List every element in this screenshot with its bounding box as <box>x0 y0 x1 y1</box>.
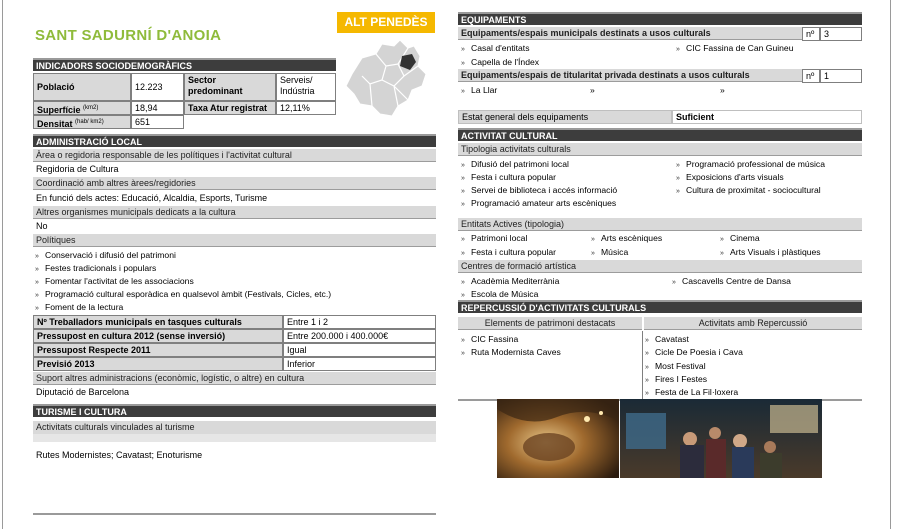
list-item: » La Llar <box>461 85 498 95</box>
list-item: » Cicle De Poesia i Cava <box>645 347 743 357</box>
equip-priv-label: Equipaments/espais de titularitat privada destinats a usos culturals <box>458 69 802 82</box>
list-item: » Cavatast <box>645 334 689 344</box>
sector-value: Serveis/ Indústria <box>276 73 336 101</box>
list-item: » Foment de la lectura <box>35 302 124 312</box>
sector-label: Sector predominant <box>184 73 276 101</box>
equip-mun-label: Equipaments/espais municipals destinats a usos culturals <box>458 27 802 40</box>
empty-bullet: » <box>590 85 595 95</box>
atur-value: 12,11% <box>276 101 336 115</box>
equip-priv-n-label: nº <box>802 69 820 83</box>
pressupost-2011-label: Pressupost Respecte 2011 <box>33 343 283 357</box>
municipality-title: SANT SADURNÍ D'ANOIA <box>35 27 222 44</box>
entitats-label: Entitats Actives (tipologia) <box>458 218 862 231</box>
list-item: » Most Festival <box>645 361 706 371</box>
list-item: » Festa i cultura popular <box>461 247 557 257</box>
region-map-icon <box>342 36 430 122</box>
list-item: » Cultura de proximitat - sociocultural <box>676 185 821 195</box>
treballadors-value: Entre 1 i 2 <box>283 315 436 329</box>
previsio-value: Inferior <box>283 357 436 371</box>
cellar-photo <box>497 399 619 478</box>
activitat-header: ACTIVITAT CULTURAL <box>458 128 862 141</box>
estat-value: Suficient <box>672 110 862 124</box>
densitat-value: 651 <box>131 115 184 129</box>
equipaments-header: EQUIPAMENTS <box>458 12 862 25</box>
list-item: » Exposicions d'arts visuals <box>676 172 784 182</box>
page-border-left <box>2 0 3 529</box>
turisme-value: Rutes Modernistes; Cavatast; Enoturisme <box>36 450 203 460</box>
list-item: » Escola de Música <box>461 289 539 299</box>
poblacio-label: Població <box>33 73 131 101</box>
activitats-col-header: Activitats amb Repercussió <box>644 317 862 330</box>
centres-label: Centres de formació artística <box>458 260 862 273</box>
list-item: » Acadèmia Mediterrània <box>461 276 560 286</box>
patrimoni-col-header: Elements de patrimoni destacats <box>458 317 642 330</box>
list-item: » Festes tradicionals i populars <box>35 263 157 273</box>
area-value: Regidoria de Cultura <box>36 164 119 174</box>
list-item: » Fires I Festes <box>645 374 708 384</box>
suport-value: Diputació de Barcelona <box>36 387 130 397</box>
superficie-value: 18,94 <box>131 101 184 115</box>
list-item: » Festa de La Fil·loxera <box>645 387 739 397</box>
equip-mun-count: 3 <box>820 27 862 41</box>
list-item: » Servei de biblioteca i accés informació <box>461 185 618 195</box>
turisme-header: TURISME I CULTURA <box>33 404 436 417</box>
list-item: » CIC Fassina de Can Guineu <box>676 43 794 53</box>
region-badge: ALT PENEDÈS <box>337 12 435 33</box>
altres-label: Altres organismes municipals dedicats a la cultura <box>33 206 436 219</box>
list-item: » Programació cultural esporàdica en qualsevol àmbit (Festivals, Cicles, etc.) <box>35 289 332 299</box>
list-item: » Programació professional de música <box>676 159 825 169</box>
list-item: » Patrimoni local <box>461 233 528 243</box>
event-crowd-photo <box>620 399 822 478</box>
densitat-label: Densitat $^{(hab/ km2)}$ <box>33 115 131 129</box>
turisme-label: Activitats culturals vinculades al turisme <box>33 421 436 434</box>
list-item: » Música <box>591 247 629 257</box>
equip-mun-n-label: nº <box>802 27 820 41</box>
coord-label: Coordinació amb altres àrees/regidories <box>33 177 436 190</box>
list-item: » Arts escèniques <box>591 233 663 243</box>
previsio-label: Previsió 2013 <box>33 357 283 371</box>
superficie-label: Superfície $^{(km2)}$ <box>33 101 131 115</box>
list-item: » Casal d'entitats <box>461 43 530 53</box>
repercussio-header: REPERCUSSIÓ D'ACTIVITATS CULTURALS <box>458 300 862 313</box>
pressupost-2012-value: Entre 200.000 i 400.000€ <box>283 329 436 343</box>
list-item: » Fomentar l'activitat de les associacions <box>35 276 194 286</box>
list-item: » Conservació i difusió del patrimoni <box>35 250 176 260</box>
bottom-divider <box>33 513 436 515</box>
list-item: » Festa i cultura popular <box>461 172 557 182</box>
list-item: » Arts Visuals i plàstiques <box>720 247 821 257</box>
suport-label: Suport altres administracions (econòmic, logístic, o altre) en cultura <box>33 372 436 385</box>
list-item: » Programació amateur arts escèniques <box>461 198 617 208</box>
page-border-right <box>890 0 891 529</box>
indicators-header: INDICADORS SOCIODEMOGRÀFICS <box>33 58 336 71</box>
list-item: » Cinema <box>720 233 760 243</box>
poblacio-value: 12.223 <box>131 73 184 101</box>
coord-value: En funció dels actes: Educació, Alcaldia, Esports, Turisme <box>36 193 268 203</box>
pressupost-2012-label: Pressupost en cultura 2012 (sense inversió) <box>33 329 283 343</box>
treballadors-label: Nº Treballadors municipals en tasques culturals <box>33 315 283 329</box>
atur-label: Taxa Atur registrat <box>184 101 276 115</box>
area-label: Àrea o regidoria responsable de les polítiques i l'activitat cultural <box>33 149 436 162</box>
admin-header: ADMINISTRACIÓ LOCAL <box>33 134 436 147</box>
pressupost-2011-value: Igual <box>283 343 436 357</box>
column-divider <box>642 331 643 399</box>
estat-label: Estat general dels equipaments <box>458 110 672 124</box>
altres-value: No <box>36 221 48 231</box>
list-item: » Difusió del patrimoni local <box>461 159 569 169</box>
politiques-label: Polítiques <box>33 234 436 247</box>
list-item: » Ruta Modernista Caves <box>461 347 561 357</box>
equip-priv-count: 1 <box>820 69 862 83</box>
list-item: » Cascavells Centre de Dansa <box>672 276 791 286</box>
turisme-label-band <box>33 434 436 442</box>
empty-bullet: » <box>720 85 725 95</box>
list-item: » CIC Fassina <box>461 334 519 344</box>
tipologia-label: Tipologia activitats culturals <box>458 143 862 156</box>
list-item: » Capella de l'Índex <box>461 57 540 67</box>
